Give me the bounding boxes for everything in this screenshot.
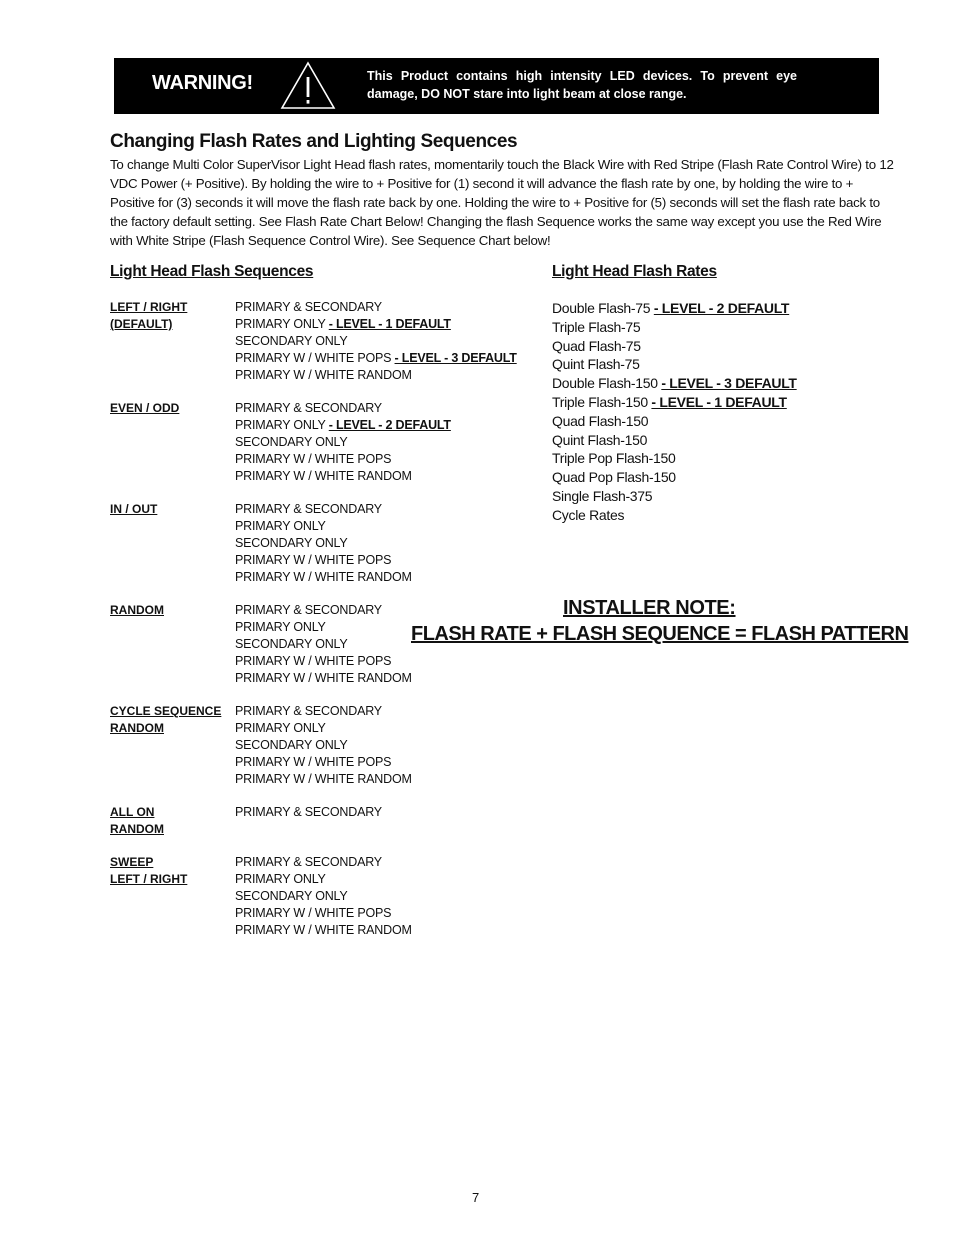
default-level-badge: - LEVEL - 3 DEFAULT	[394, 351, 517, 365]
sequence-option	[235, 703, 535, 720]
default-level-badge: - LEVEL - 3 DEFAULT	[661, 375, 797, 392]
sequence-option-label: SECONDARY ONLY	[235, 435, 348, 449]
rate-label: Double Flash-150	[552, 375, 662, 392]
sequence-name-line: LEFT / RIGHT	[110, 872, 188, 886]
sequence-option-label: PRIMARY ONLY	[235, 317, 329, 331]
sequence-option-label: PRIMARY W / WHITE RANDOM	[235, 671, 412, 685]
sequence-option-label: PRIMARY & SECONDARY	[235, 603, 382, 617]
sequence-name	[110, 501, 230, 518]
warning-title: WARNING!	[152, 72, 253, 94]
intro-paragraph: To change Multi Color SuperVisor Light Head flash rates, momentarily touch the Black Wire with Red Stripe (Flash Rate Control Wire) to 12 VDC Power (+ Positive). By holding the wire to + Positive for (1) second it will advance the flash rate by one, by holding the wire to + Positive for (3) seconds it will move the flash rate back by one. Holding the wire to + Positive for (5) seconds will set the flash rate back to the factory default setting. See Flash Rate Chart Below! Changing the flash Sequence works the same way except you use the Red Wire with White Stripe (Flash Sequence Control Wire). See Sequence Chart below!	[110, 157, 894, 248]
sequence-option-label: PRIMARY W / WHITE RANDOM	[235, 570, 412, 584]
sequence-option	[235, 653, 535, 670]
sequence-option	[235, 888, 535, 905]
sequence-name	[110, 804, 230, 838]
rate-label: Triple Flash-75	[552, 318, 641, 335]
rate-label: Quint Flash-150	[552, 431, 648, 448]
sequence-option-label: PRIMARY W / WHITE RANDOM	[235, 923, 412, 937]
sequence-options	[235, 703, 535, 788]
sequence-option-label: PRIMARY W / WHITE RANDOM	[235, 772, 412, 786]
warning-banner	[114, 58, 879, 114]
sequence-option	[235, 754, 535, 771]
sequence-option	[235, 468, 535, 485]
sequence-name-line: RANDOM	[110, 822, 164, 836]
sequence-options	[235, 299, 535, 384]
sequence-option-label: PRIMARY & SECONDARY	[235, 401, 382, 415]
sequence-option	[235, 434, 535, 451]
sequence-option	[235, 350, 535, 367]
sequence-name-line: EVEN / ODD	[110, 401, 180, 415]
sequence-name-line: IN / OUT	[110, 502, 158, 516]
sequence-option	[235, 871, 535, 888]
rate-label: Triple Pop Flash-150	[552, 450, 676, 467]
sequence-option	[235, 905, 535, 922]
rate-item	[552, 374, 882, 393]
sequence-option-label: PRIMARY W / WHITE POPS	[235, 351, 395, 365]
rate-label: Quad Flash-150	[552, 412, 649, 429]
rate-item	[552, 412, 882, 431]
sequence-option	[235, 670, 535, 687]
sequence-option-label: PRIMARY W / WHITE POPS	[235, 654, 392, 668]
sequence-option-label: SECONDARY ONLY	[235, 334, 348, 348]
sequence-option	[235, 771, 535, 788]
sequence-name-line: ALL ON	[110, 805, 155, 819]
sequence-option-label: PRIMARY & SECONDARY	[235, 855, 382, 869]
rate-item	[552, 318, 882, 337]
sequence-option	[235, 804, 535, 821]
sequence-option-label: PRIMARY ONLY	[235, 620, 326, 634]
installer-note-title: INSTALLER NOTE:	[563, 597, 736, 619]
rates-heading: Light Head Flash Rates	[552, 263, 717, 280]
sequence-option-label: PRIMARY W / WHITE POPS	[235, 553, 392, 567]
sequence-option-label: PRIMARY & SECONDARY	[235, 502, 382, 516]
sequence-option	[235, 367, 535, 384]
sequence-option-label: SECONDARY ONLY	[235, 536, 348, 550]
sequence-option-label: PRIMARY & SECONDARY	[235, 300, 382, 314]
default-level-badge: - LEVEL - 1 DEFAULT	[651, 393, 787, 410]
rates-list	[552, 299, 882, 525]
sequence-option-label: PRIMARY W / WHITE RANDOM	[235, 469, 412, 483]
sequence-options	[235, 804, 535, 821]
rate-label: Single Flash-375	[552, 487, 653, 504]
sequence-option	[235, 737, 535, 754]
sequence-option	[235, 333, 535, 350]
rate-label: Quad Pop Flash-150	[552, 469, 676, 486]
sequence-option-label: PRIMARY W / WHITE POPS	[235, 452, 392, 466]
default-level-badge: - LEVEL - 1 DEFAULT	[328, 317, 451, 331]
sequence-option	[235, 602, 535, 619]
sequence-name	[110, 299, 230, 333]
sequence-option	[235, 518, 535, 535]
rate-item	[552, 299, 882, 318]
rate-item	[552, 468, 882, 487]
sequence-option	[235, 854, 535, 871]
sequence-option	[235, 316, 535, 333]
sequence-name-line: RANDOM	[110, 603, 164, 617]
sequence-name-line: SWEEP	[110, 855, 154, 869]
sequence-name	[110, 602, 230, 619]
sequence-option-label: PRIMARY W / WHITE POPS	[235, 755, 392, 769]
rate-item	[552, 355, 882, 374]
rate-label: Triple Flash-150	[552, 393, 652, 410]
rate-item	[552, 449, 882, 468]
sequence-option	[235, 451, 535, 468]
sequence-option	[235, 535, 535, 552]
sequence-name	[110, 400, 230, 417]
sequence-option-label: SECONDARY ONLY	[235, 637, 348, 651]
sequences-heading: Light Head Flash Sequences	[110, 263, 314, 280]
sequence-name-line: (DEFAULT)	[110, 317, 173, 331]
sequence-option-label: PRIMARY ONLY	[235, 519, 326, 533]
rate-item	[552, 506, 882, 525]
section-title: Changing Flash Rates and Lighting Sequences	[110, 131, 518, 152]
rate-item	[552, 487, 882, 506]
rate-label: Double Flash-75	[552, 300, 654, 316]
sequence-option-label: PRIMARY ONLY	[235, 721, 326, 735]
sequence-option	[235, 417, 535, 434]
sequence-option-label: PRIMARY ONLY	[235, 872, 326, 886]
sequence-option	[235, 299, 535, 316]
page-number: 7	[472, 1190, 480, 1205]
rate-item	[552, 337, 882, 356]
sequence-option-label: SECONDARY ONLY	[235, 889, 348, 903]
sequence-name-line: CYCLE SEQUENCE	[110, 704, 222, 718]
sequence-options	[235, 501, 535, 586]
sequence-option-label: SECONDARY ONLY	[235, 738, 348, 752]
warning-text: This Product contains high intensity LED devices. To prevent eye damage, DO NOT stare into light beam at close range.	[367, 69, 797, 101]
default-level-badge: - LEVEL - 2 DEFAULT	[328, 418, 451, 432]
rate-label: Cycle Rates	[552, 506, 625, 523]
sequence-option-label: PRIMARY W / WHITE POPS	[235, 906, 392, 920]
rate-item	[552, 431, 882, 450]
sequence-option	[235, 922, 535, 939]
sequence-option	[235, 720, 535, 737]
sequence-option-label: PRIMARY & SECONDARY	[235, 704, 382, 718]
sequence-options	[235, 854, 535, 939]
sequence-options	[235, 400, 535, 485]
sequence-name-line: RANDOM	[110, 721, 164, 735]
sequence-name	[110, 703, 230, 737]
sequence-option	[235, 501, 535, 518]
sequence-option	[235, 569, 535, 586]
sequence-option	[235, 400, 535, 417]
sequence-name-line: LEFT / RIGHT	[110, 300, 188, 314]
rate-label: Quad Flash-75	[552, 337, 641, 354]
default-level-badge: - LEVEL - 2 DEFAULT	[653, 300, 790, 316]
rate-item	[552, 393, 882, 412]
sequence-option-label: PRIMARY W / WHITE RANDOM	[235, 368, 412, 382]
warning-triangle-icon	[280, 60, 336, 110]
rate-label: Quint Flash-75	[552, 356, 640, 373]
sequence-option-label: PRIMARY ONLY	[235, 418, 329, 432]
sequence-name	[110, 854, 230, 888]
installer-note-formula: FLASH RATE + FLASH SEQUENCE = FLASH PATTERN	[411, 623, 909, 645]
sequence-option-label: PRIMARY & SECONDARY	[235, 805, 382, 819]
sequence-option	[235, 552, 535, 569]
